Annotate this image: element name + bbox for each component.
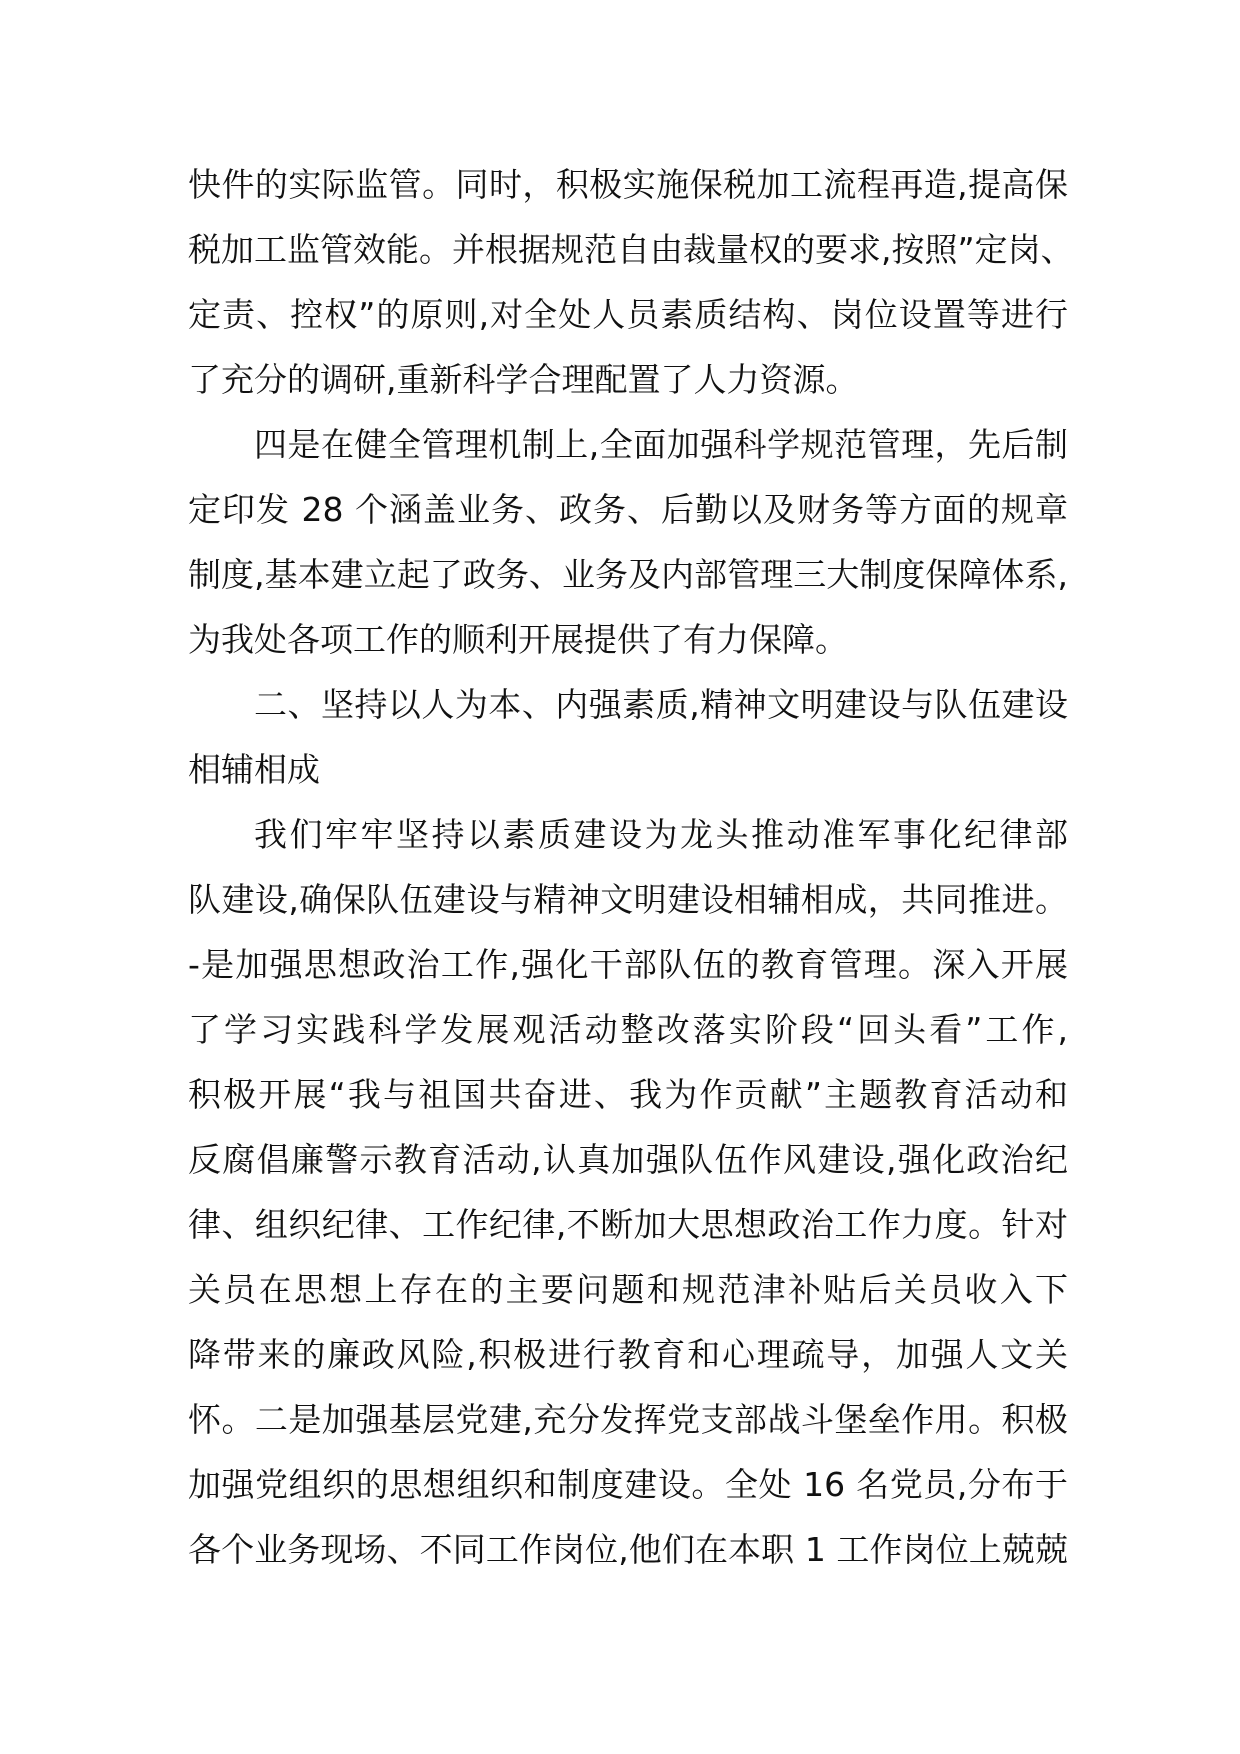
text-line: 律、组织纪律、工作纪律,不断加大思想政治工作力度。针对 xyxy=(188,1205,1068,1244)
text-line: 关员在思想上存在的主要问题和规范津补贴后关员收入下 xyxy=(188,1270,1068,1309)
text-line: 各个业务现场、不同工作岗位,他们在本职 1 工作岗位上兢兢 xyxy=(188,1530,1068,1569)
text-line: 积极开展“我与祖国共奋进、我为作贡献”主题教育活动和 xyxy=(188,1075,1068,1114)
paragraph-start-line: 四是在健全管理机制上,全面加强科学规范管理，先后制 xyxy=(254,425,1068,464)
text-line: 快件的实际监管。同时，积极实施保税加工流程再造,提高保 xyxy=(188,165,1068,204)
text-line: 为我处各项工作的顺利开展提供了有力保障。 xyxy=(188,620,848,659)
text-line: 定责、控权”的原则,对全处人员素质结构、岗位设置等进行 xyxy=(188,295,1068,334)
text-line: 反腐倡廉警示教育活动,认真加强队伍作风建设,强化政治纪 xyxy=(188,1140,1068,1179)
text-line: 加强党组织的思想组织和制度建设。全处 16 名党员,分布于 xyxy=(188,1465,1068,1504)
text-line: 怀。二是加强基层党建,充分发挥党支部战斗堡垒作用。积极 xyxy=(188,1400,1068,1439)
text-line: 税加工监管效能。并根据规范自由裁量权的要求,按照”定岗、 xyxy=(188,230,1074,269)
text-line: 了学习实践科学发展观活动整改落实阶段“回头看”工作, xyxy=(188,1010,1068,1049)
text-line: -是加强思想政治工作,强化干部队伍的教育管理。深入开展 xyxy=(188,945,1068,984)
text-line: 定印发 28 个涵盖业务、政务、后勤以及财务等方面的规章 xyxy=(188,490,1068,529)
text-line: 降带来的廉政风险,积极进行教育和心理疏导，加强人文关 xyxy=(188,1335,1068,1374)
text-line: 队建设,确保队伍建设与精神文明建设相辅相成，共同推进。 xyxy=(188,880,1068,919)
paragraph-start-line: 我们牢牢坚持以素质建设为龙头推动准军事化纪律部 xyxy=(254,815,1068,854)
section-heading-line: 相辅相成 xyxy=(188,750,320,789)
text-line: 了充分的调研,重新科学合理配置了人力资源。 xyxy=(188,360,859,399)
section-heading-line: 二、坚持以人为本、内强素质,精神文明建设与队伍建设 xyxy=(254,685,1068,724)
body-text xyxy=(188,152,1074,1582)
text-line: 制度,基本建立起了政务、业务及内部管理三大制度保障体系, xyxy=(188,555,1068,594)
